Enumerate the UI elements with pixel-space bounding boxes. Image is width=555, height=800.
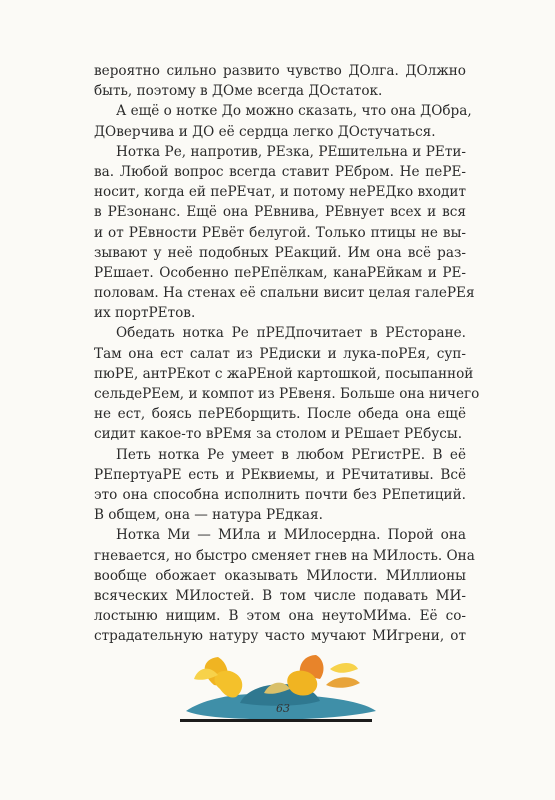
text-line: их портРЕтов. (94, 305, 196, 322)
text-line: страдательную натуру часто мучают МИгрени, от (94, 628, 466, 645)
text-line: лостыню нищим. В этом она неутоМИма. Её со- (94, 608, 466, 625)
text-line: вообще обожает оказывать МИлости. МИллионы (94, 567, 466, 584)
text-line: пюРЕ, антРЕкот с жаРЕной картошкой, посыпанной (94, 365, 474, 382)
text-line: А ещё о нотке До можно сказать, что она ДОбра, (116, 103, 472, 120)
text-line: В общем, она — натура РЕдкая. (94, 507, 323, 524)
page-rule (180, 719, 372, 722)
text-line: сидит какое-то вРЕмя за столом и РЕшает РЕбусы. (94, 426, 463, 443)
page-text (94, 61, 480, 646)
text-line: РЕпертуаРЕ есть и РЕквиемы, и РЕчитативы. Всё (94, 466, 466, 483)
text-line: зывают у неё подобных РЕакций. Им она всё раз- (94, 244, 466, 261)
text-line: вероятно сильно развито чувство ДОлга. ДОлжно (94, 63, 466, 79)
text-line: РЕшает. Особенно пеРЕпёлкам, канаРЕйкам и РЕ- (94, 264, 466, 281)
text-line: сельдеРЕем, и компот из РЕвеня. Больше она ничего (94, 386, 480, 402)
text-line: носит, когда ей пеРЕчат, и потому неРЕДко входит (94, 184, 466, 201)
orange-bird-right (287, 655, 360, 696)
text-line: гневается, но быстро сменяет гнев на МИлость. Она (94, 547, 475, 564)
text-line: Там она ест салат из РЕдиски и лука-поРЕя, суп- (94, 345, 466, 362)
text-line: Нотка Ми — МИла и МИлосердна. Порой она (116, 527, 466, 544)
text-line: быть, поэтому в ДОме всегда ДОстаток. (94, 83, 383, 100)
text-line: всяческих МИлостей. В том числе подавать МИ- (94, 587, 466, 604)
text-line: Обедать нотка Ре пРЕДпочитает в РЕсторане. (116, 325, 466, 342)
text-line: ва. Любой вопрос всегда ставит РЕбром. Не пеРЕ- (94, 163, 466, 180)
text-line: это она способна исполнить почти без РЕпетиций. (94, 486, 466, 503)
page-number: 63 (276, 702, 290, 715)
text-line: Петь нотка Ре умеет в любом РЕгистРЕ. В её (116, 446, 466, 463)
text-line: половам. На стенах её спальни висит целая галеРЕя (94, 285, 475, 302)
text-line: ДОверчива и ДО её сердца легко ДОстучаться. (94, 123, 436, 140)
text-line: в РЕзонанс. Ещё она РЕвнива, РЕвнует всех и вся (94, 204, 466, 221)
text-line: Нотка Ре, напротив, РЕзка, РЕшительна и РЕти- (116, 143, 466, 160)
yellow-bird-left (194, 657, 242, 698)
text-line: и от РЕвности РЕвёт белугой. Только птицы не вы- (94, 224, 466, 241)
text-line: не ест, боясь пеРЕборщить. После обеда она ещё (94, 406, 466, 423)
